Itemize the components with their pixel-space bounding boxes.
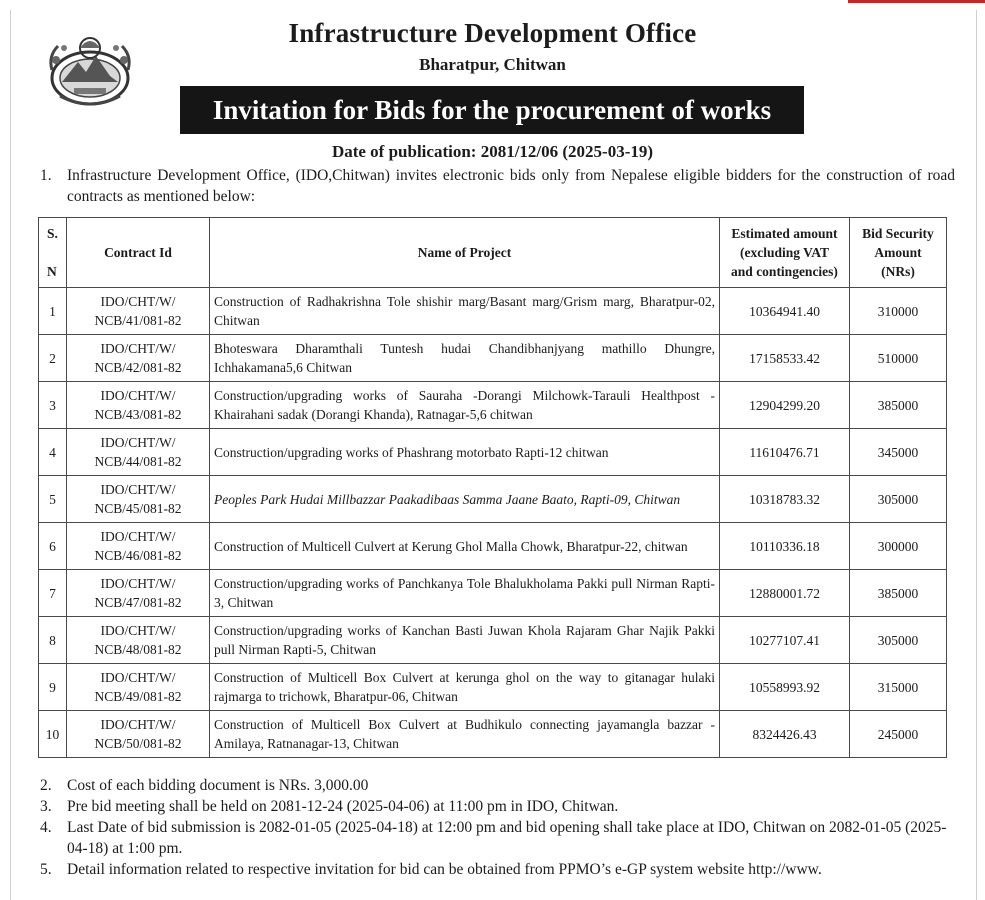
- table-header-row: [39, 218, 947, 288]
- table-row: [39, 476, 947, 523]
- bids-table: [38, 217, 947, 758]
- cell-sn: 3: [39, 382, 67, 429]
- header-bid-security: Bid Security Amount (NRs): [850, 218, 947, 288]
- cell-sn: 8: [39, 617, 67, 664]
- cell-project-name: Construction/upgrading works of Panchkanya Tole Bhalukholama Pakki pull Nirman Rapti-3, Chitwan: [210, 570, 720, 617]
- cell-contract-id: IDO/CHT/W/ NCB/47/081-82: [67, 570, 210, 617]
- header-contract-id: Contract Id: [67, 218, 210, 288]
- header-estimated-amount: Estimated amount (excluding VAT and contingencies): [720, 218, 850, 288]
- cell-estimated-amount: 10110336.18: [720, 523, 850, 570]
- cell-contract-id: IDO/CHT/W/ NCB/41/081-82: [67, 288, 210, 335]
- cell-contract-id: IDO/CHT/W/ NCB/48/081-82: [67, 617, 210, 664]
- cell-project-name: Construction of Radhakrishna Tole shishir marg/Basant marg/Grism marg, Bharatpur-02, Chitwan: [210, 288, 720, 335]
- cell-estimated-amount: 12880001.72: [720, 570, 850, 617]
- notice-point: [40, 859, 955, 880]
- notice-point: [40, 817, 955, 859]
- cell-estimated-amount: 12904299.20: [720, 382, 850, 429]
- table-row: [39, 288, 947, 335]
- cell-estimated-amount: 10364941.40: [720, 288, 850, 335]
- cell-project-name: Construction of Multicell Culvert at Kerung Ghol Malla Chowk, Bharatpur-22, chitwan: [210, 523, 720, 570]
- point-number: 4.: [40, 819, 52, 836]
- cell-project-name: Peoples Park Hudai Millbazzar Paakadibaas Samma Jaane Baato, Rapti-09, Chitwan: [210, 476, 720, 523]
- header-sn: S. N: [39, 218, 67, 288]
- header-project-name: Name of Project: [210, 218, 720, 288]
- cell-bid-security: 345000: [850, 429, 947, 476]
- table-row: [39, 711, 947, 758]
- cell-sn: 7: [39, 570, 67, 617]
- cell-project-name: Bhoteswara Dharamthali Tuntesh hudai Chandibhanjyang mathillo Dhungre, Ichhakamana5,6 Chitwan: [210, 335, 720, 382]
- cell-bid-security: 300000: [850, 523, 947, 570]
- cell-sn: 2: [39, 335, 67, 382]
- cell-contract-id: IDO/CHT/W/ NCB/44/081-82: [67, 429, 210, 476]
- publication-date: Date of publication: 2081/12/06 (2025-03-19): [331, 142, 654, 161]
- cell-project-name: Construction/upgrading works of Kanchan Basti Juwan Khola Rajaram Ghar Najik Pakki pull Nirman Rapti-5, Chitwan: [210, 617, 720, 664]
- point-text: Pre bid meeting shall be held on 2081-12-24 (2025-04-06) at 11:00 pm in IDO, Chitwan.: [67, 798, 619, 815]
- cell-estimated-amount: 10558993.92: [720, 664, 850, 711]
- cell-contract-id: IDO/CHT/W/ NCB/45/081-82: [67, 476, 210, 523]
- point-number: 3.: [40, 798, 52, 815]
- notice-title-banner: Invitation for Bids for the procurement of works: [180, 86, 804, 134]
- table-row: [39, 664, 947, 711]
- notice-point: [40, 796, 955, 817]
- office-location: Bharatpur, Chitwan: [419, 55, 566, 74]
- cell-bid-security: 385000: [850, 570, 947, 617]
- cell-project-name: Construction of Multicell Box Culvert at kerunga ghol on the way to gitanagar hulaki rajmarga to trichowk, Bharatpur-06, Chitwan: [210, 664, 720, 711]
- cell-bid-security: 310000: [850, 288, 947, 335]
- table-row: [39, 617, 947, 664]
- cell-sn: 5: [39, 476, 67, 523]
- point-text: Cost of each bidding document is NRs. 3,000.00: [67, 777, 369, 794]
- notice-points: [40, 775, 955, 880]
- cell-contract-id: IDO/CHT/W/ NCB/43/081-82: [67, 382, 210, 429]
- cell-project-name: Construction/upgrading works of Phashrang motorbato Rapti-12 chitwan: [210, 429, 720, 476]
- point-number: 5.: [40, 861, 52, 878]
- cell-bid-security: 385000: [850, 382, 947, 429]
- cell-bid-security: 315000: [850, 664, 947, 711]
- table-row: [39, 523, 947, 570]
- cell-contract-id: IDO/CHT/W/ NCB/46/081-82: [67, 523, 210, 570]
- table-body: [39, 288, 947, 758]
- notice-point: [40, 775, 955, 796]
- cell-bid-security: 305000: [850, 617, 947, 664]
- cell-contract-id: IDO/CHT/W/ NCB/49/081-82: [67, 664, 210, 711]
- cell-sn: 4: [39, 429, 67, 476]
- point-text: Last Date of bid submission is 2082-01-05 (2025-04-18) at 12:00 pm and bid opening shall take place at IDO, Chitwan on 2082-01-05 (2025-04-18) at 1:00 pm.: [67, 819, 947, 857]
- cell-sn: 9: [39, 664, 67, 711]
- cell-estimated-amount: 17158533.42: [720, 335, 850, 382]
- cell-bid-security: 510000: [850, 335, 947, 382]
- cell-bid-security: 305000: [850, 476, 947, 523]
- cell-estimated-amount: 11610476.71: [720, 429, 850, 476]
- table-row: [39, 429, 947, 476]
- cell-sn: 10: [39, 711, 67, 758]
- cell-sn: 1: [39, 288, 67, 335]
- cell-estimated-amount: 8324426.43: [720, 711, 850, 758]
- table-row: [39, 570, 947, 617]
- cell-contract-id: IDO/CHT/W/ NCB/42/081-82: [67, 335, 210, 382]
- cell-project-name: Construction of Multicell Box Culvert at Budhikulo connecting jayamangla bazzar -Amilaya, Ratnanagar-13, Chitwan: [210, 711, 720, 758]
- table-row: [39, 335, 947, 382]
- intro-text: Infrastructure Development Office, (IDO,Chitwan) invites electronic bids only from Nepalese eligible bidders for the construction of road contracts as mentioned below:: [67, 167, 955, 205]
- point-number: 2.: [40, 777, 52, 794]
- cell-estimated-amount: 10318783.32: [720, 476, 850, 523]
- intro-number: 1.: [40, 167, 52, 184]
- office-name: Infrastructure Development Office: [288, 18, 697, 48]
- top-accent-bar: [848, 0, 985, 3]
- cell-project-name: Construction/upgrading works of Sauraha -Dorangi Milchowk-Tarauli Healthpost -Khairahani sadak (Dorangi Khanda), Ratnagar-5,6 chitwan: [210, 382, 720, 429]
- cell-bid-security: 245000: [850, 711, 947, 758]
- point-text: Detail information related to respective invitation for bid can be obtained from PPMO’s e-GP system website http://www.: [67, 861, 822, 878]
- cell-contract-id: IDO/CHT/W/ NCB/50/081-82: [67, 711, 210, 758]
- cell-estimated-amount: 10277107.41: [720, 617, 850, 664]
- table-row: [39, 382, 947, 429]
- intro-paragraph: [40, 165, 955, 207]
- cell-sn: 6: [39, 523, 67, 570]
